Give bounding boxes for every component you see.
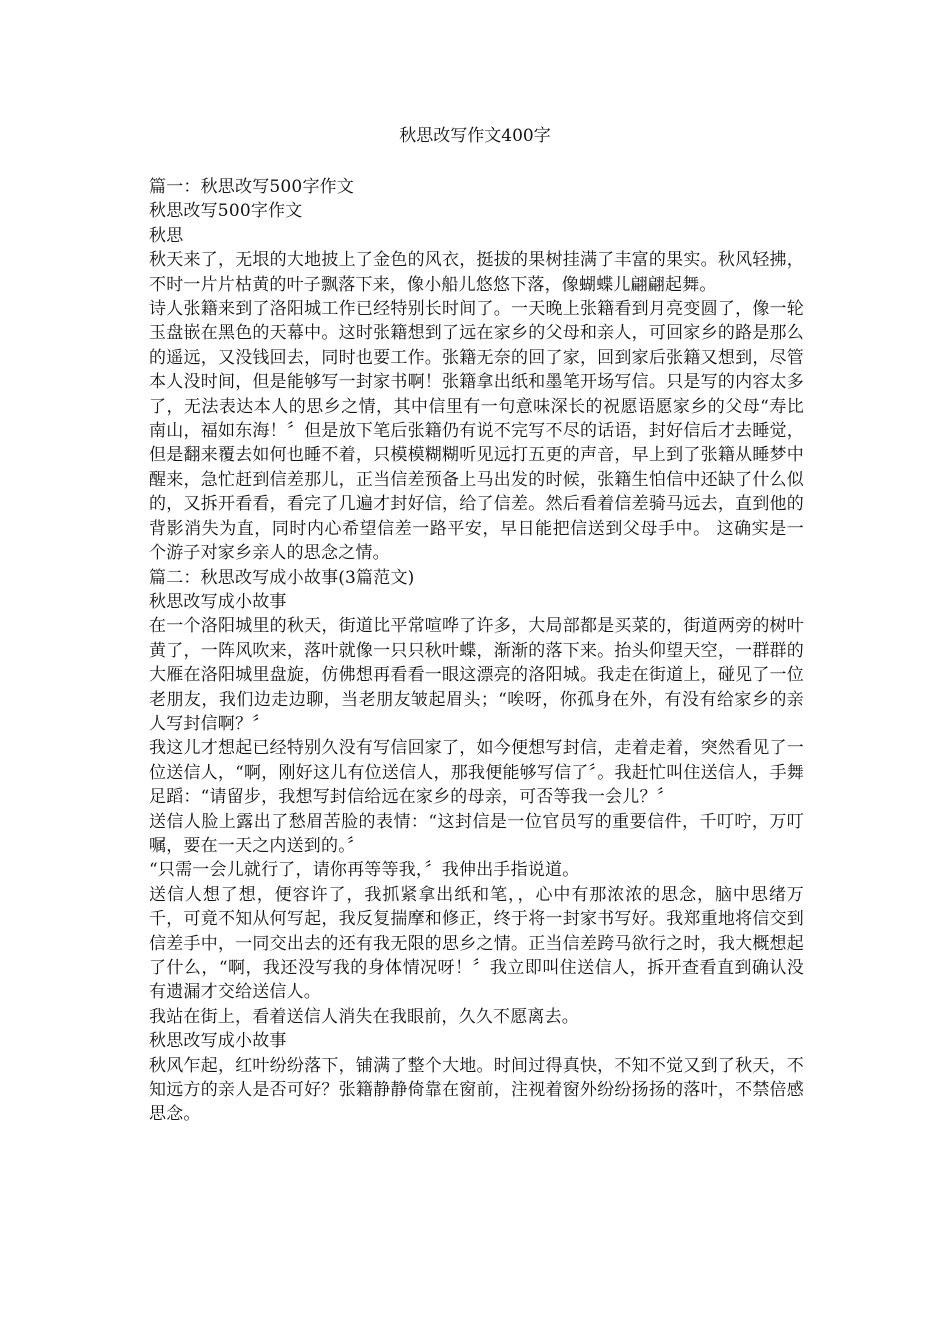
paragraph: 秋天来了，无垠的大地披上了金色的风衣，挺拔的果树挂满了丰富的果实。秋风轻拂，不时一片片枯黄的叶子飘落下来，像小船儿悠悠下落，像蝴蝶儿翩翩起舞。 xyxy=(149,250,804,295)
paragraph: “只需一会儿就行了，请你再等等我，〞我伸出手指说道。 xyxy=(149,860,580,881)
paragraph: 诗人张籍来到了洛阳城工作已经特别长时间了。一天晚上张籍看到月亮变圆了，像一轮玉盘嵌在黑色的天幕中。这时张籍想到了远在家乡的父母和亲人，可回家乡的路是那么的遥远，又没钱回去，同时也要工作。张籍无奈的回了家，回到家后张籍又想到，尽管本人没时间，但是能够写一封家书啊！张籍拿出纸和墨笔开场写信。只是写的内容太多了，无法表达本人的思乡之情，其中信里有一句意味深长的祝愿语愿家乡的父母“寿比南山，福如东海！〞但是放下笔后张籍仍有说不完写不尽的话语，封好信后才去睡觉，但是翻来覆去如何也睡不着，只模模糊糊听见远打五更的声音，早上到了张籍从睡梦中醒来，急忙赶到信差那儿，正当信差预备上马出发的时候，张籍生怕信中还缺了什么似的，又拆开看看，看完了几遍才封好信，给了信差。然后看着信差骑马远去，直到他的背影消失为直，同时内心希望信差一路平安，早日能把信送到父母手中。 这确实是一个游子对家乡亲人的思念之情。 xyxy=(149,299,804,564)
paragraph: 我站在街上，看着送信人消失在我眼前，久久不愿离去。 xyxy=(149,1006,579,1027)
document-title: 秋思改写作文400字 xyxy=(399,126,551,146)
document-body xyxy=(149,175,804,1127)
subheading: 秋思改写成小故事 xyxy=(149,1031,287,1052)
subheading: 秋思改写500字作文 xyxy=(149,201,303,222)
section-heading-1: 篇一：秋思改写500字作文 xyxy=(149,177,355,197)
section-heading-2: 篇二：秋思改写成小故事(3篇范文) xyxy=(149,567,415,588)
subheading: 秋思改写成小故事 xyxy=(149,591,287,612)
poem-title: 秋思 xyxy=(149,225,184,246)
paragraph: 我这儿才想起已经特别久没有写信回家了，如今便想写封信，走着走着，突然看见了一位送信人，“啊，刚好这儿有位送信人，那我便能够写信了〞。我赶忙叫住送信人，手舞足蹈：“请留步，我想写封信给远在家乡的母亲，可否等我一会儿？〞 xyxy=(149,738,804,808)
paragraph: 在一个洛阳城里的秋天，街道比平常喧哗了许多，大局部都是买菜的，街道两旁的树叶黄了，一阵风吹来，落叶就像一只只秋叶蝶，渐渐的落下来。抬头仰望天空，一群群的大雁在洛阳城里盘旋，仿佛想再看看一眼这漂亮的洛阳城。我走在街道上，碰见了一位老朋友，我们边走边聊，当老朋友皱起眉头；“唉呀，你孤身在外，有没有给家乡的亲人写封信啊？〞 xyxy=(149,616,804,734)
paragraph: 送信人想了想，便容许了，我抓紧拿出纸和笔，，心中有那浓浓的思念，脑中思绪万千，可竟不知从何写起，我反复揣摩和修正，终于将一封家书写好。我郑重地将信交到信差手中，一同交出去的还有我无限的思乡之情。正当信差跨马欲行之时，我大概想起了什么，“啊，我还没写我的身体情况呀！〞我立即叫住送信人，拆开查看直到确认没有遗漏才交给送信人。 xyxy=(149,884,804,1003)
paragraph: 秋风乍起，红叶纷纷落下，铺满了整个大地。时间过得真快，不知不觉又到了秋天，不知远方的亲人是否可好？张籍静静倚靠在窗前，注视着窗外纷纷扬扬的落叶，不禁倍感思念。 xyxy=(149,1055,804,1125)
paragraph: 送信人脸上露出了愁眉苦脸的表情：“这封信是一位官员写的重要信件，千叮咛，万叮嘱，要在一天之内送到的。〞 xyxy=(149,811,804,856)
